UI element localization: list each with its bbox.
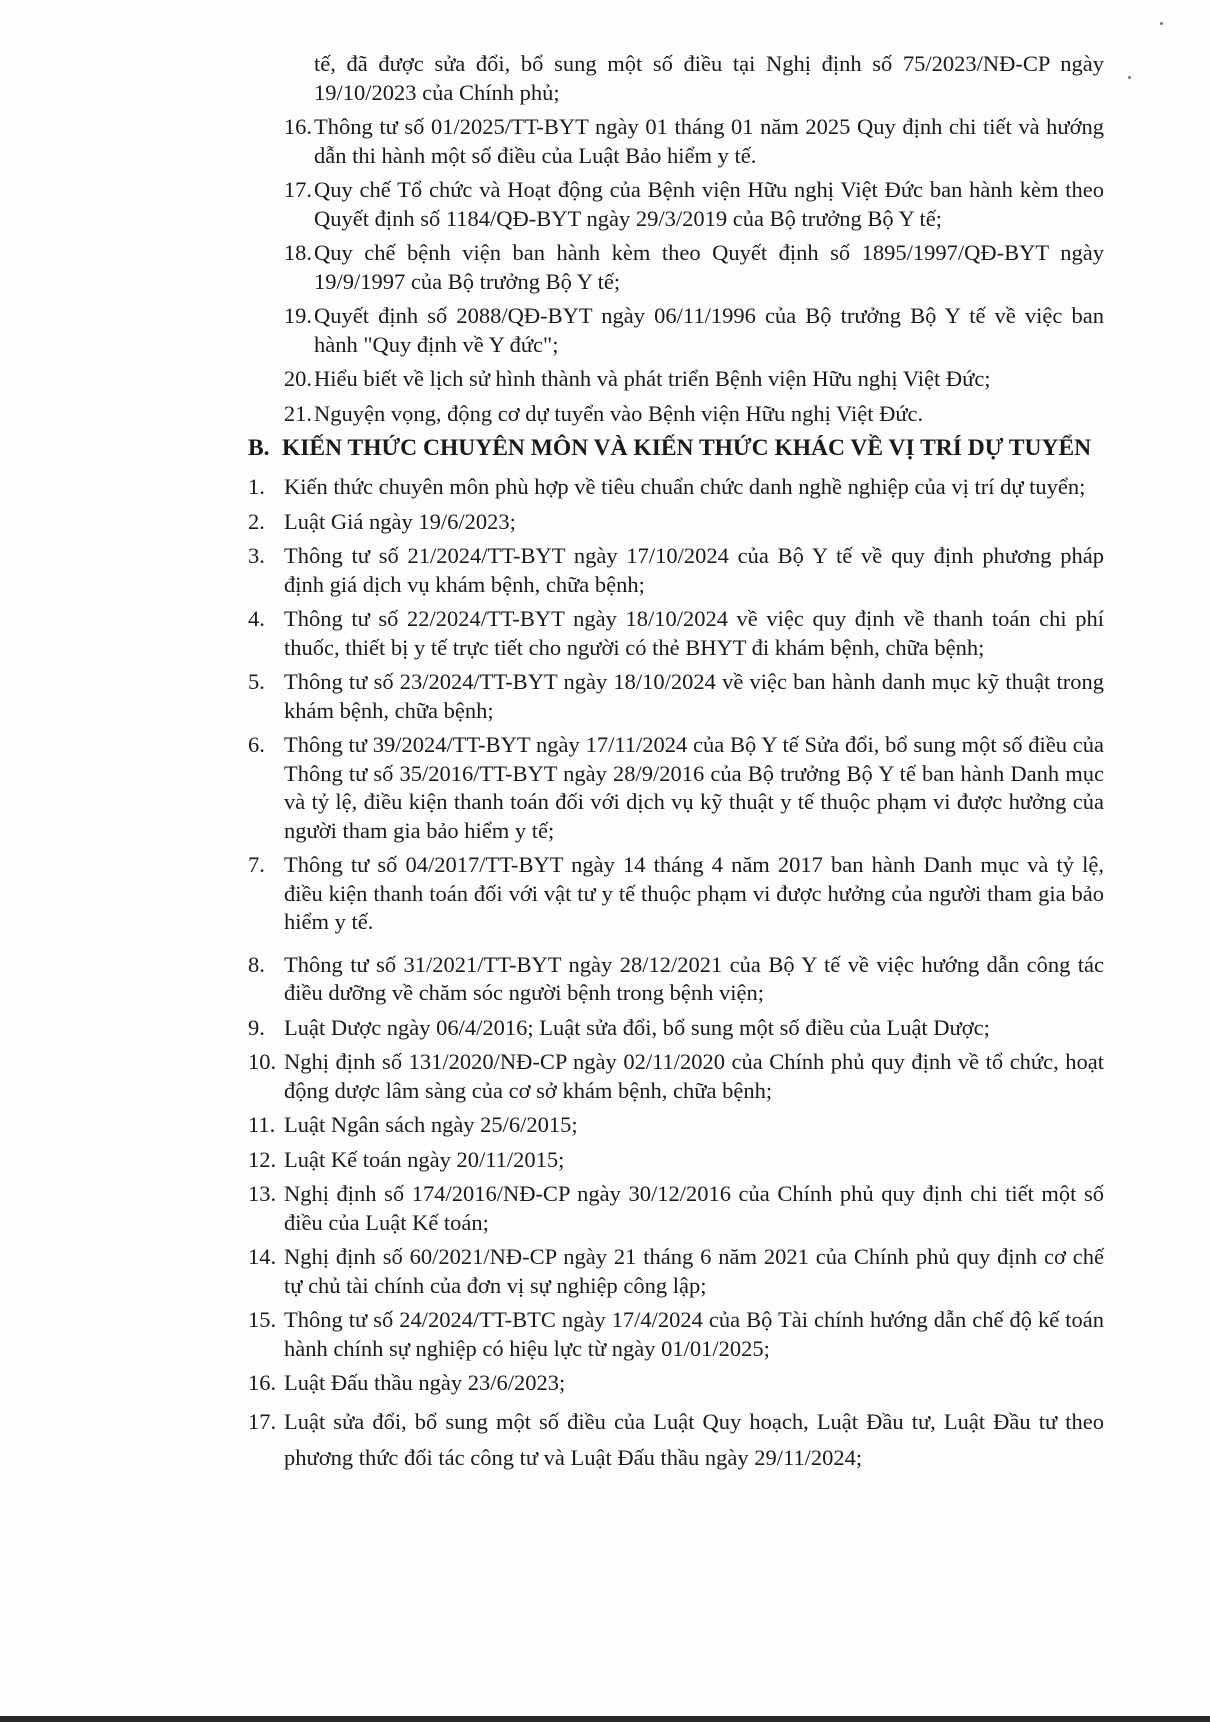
item-text: Luật Kế toán ngày 20/11/2015; — [284, 1146, 565, 1172]
list-item — [248, 113, 1104, 170]
item-number: 13. — [248, 1181, 277, 1206]
list-item — [248, 508, 1104, 537]
item-text: Quy chế Tổ chức và Hoạt động của Bệnh viện Hữu nghị Việt Đức ban hành kèm theo Quyết định số 1184/QĐ-BYT ngày 29/3/2019 của Bộ trưởng Bộ Y tế; — [314, 177, 1104, 231]
item-text: Quyết định số 2088/QĐ-BYT ngày 06/11/1996 của Bộ trưởng Bộ Y tế về việc ban hành "Quy định về Y đức"; — [314, 303, 1104, 357]
item-number: 8. — [248, 951, 265, 977]
item-text: Nghị định số 60/2021/NĐ-CP ngày 21 tháng 6 năm 2021 của Chính phủ quy định cơ chế tự chủ tài chính của đơn vị sự nghiệp công lập; — [284, 1244, 1104, 1298]
item-text: Thông tư số 04/2017/TT-BYT ngày 14 tháng 4 năm 2017 ban hành Danh mục và tỷ lệ, điều kiện thanh toán đối với vật tư y tế thuộc phạm vi được hưởng của người tham gia bảo hiểm y tế. — [284, 852, 1104, 934]
item-number: 14. — [248, 1244, 277, 1269]
list-item — [248, 605, 1104, 662]
section-a-list — [248, 50, 1104, 428]
list-item — [248, 1243, 1104, 1300]
item-text: Luật Đấu thầu ngày 23/6/2023; — [284, 1370, 566, 1395]
item-text: Luật Ngân sách ngày 25/6/2015; — [284, 1112, 578, 1137]
item-text: Thông tư số 22/2024/TT-BYT ngày 18/10/2024 về việc quy định về thanh toán chi phí thuốc, thiết bị y tế trực tiết cho người có thẻ BHYT đi khám bệnh, chữa bệnh; — [284, 606, 1104, 660]
list-item — [248, 239, 1104, 296]
section-b-heading — [248, 434, 1104, 463]
list-item — [248, 302, 1104, 359]
list-item — [248, 1146, 1104, 1175]
item-number: 17. — [283, 177, 312, 202]
item-text: Thông tư số 31/2021/TT-BYT ngày 28/12/2021 của Bộ Y tế về việc hướng dẫn công tác điều dưỡng về chăm sóc người bệnh trong bệnh viện; — [284, 951, 1104, 1005]
continuation-text: tế, đã được sửa đổi, bổ sung một số điều tại Nghị định số 75/2023/NĐ-CP ngày 19/10/2023 của Chính phủ; — [314, 51, 1104, 105]
item-text: Nghị định số 174/2016/NĐ-CP ngày 30/12/2016 của Chính phủ quy định chi tiết một số điều của Luật Kế toán; — [284, 1181, 1104, 1235]
item-text: Kiến thức chuyên môn phù hợp về tiêu chuẩn chức danh nghề nghiệp của vị trí dự tuyển; — [284, 474, 1086, 499]
list-item — [248, 1048, 1104, 1105]
item-number: 15. — [248, 1307, 277, 1332]
item-text: Quy chế bệnh viện ban hành kèm theo Quyết định số 1895/1997/QĐ-BYT ngày 19/9/1997 của Bộ trưởng Bộ Y tế; — [314, 240, 1104, 294]
item-number: 17. — [248, 1408, 277, 1434]
item-text: Thông tư số 21/2024/TT-BYT ngày 17/10/2024 của Bộ Y tế về quy định phương pháp định giá dịch vụ khám bệnh, chữa bệnh; — [284, 543, 1104, 597]
item-text: Hiểu biết về lịch sử hình thành và phát triển Bệnh viện Hữu nghị Việt Đức; — [314, 366, 991, 391]
item-number: 3. — [248, 543, 265, 568]
list-item — [248, 1369, 1104, 1398]
list-item — [248, 668, 1104, 725]
item-number: 21. — [283, 400, 312, 426]
list-item — [248, 400, 1104, 429]
item-text: Thông tư số 01/2025/TT-BYT ngày 01 tháng 01 năm 2025 Quy định chi tiết và hướng dẫn thi hành một số điều của Luật Bảo hiểm y tế. — [314, 114, 1104, 168]
item-text: Nghị định số 131/2020/NĐ-CP ngày 02/11/2020 của Chính phủ quy định về tổ chức, hoạt động dược lâm sàng của cơ sở khám bệnh, chữa bệnh; — [284, 1049, 1104, 1103]
list-item — [248, 473, 1104, 502]
list-item — [248, 1111, 1104, 1140]
item-number: 20. — [283, 366, 312, 391]
item-number: 4. — [248, 606, 265, 631]
item-text: Luật sửa đổi, bổ sung một số điều của Luật Quy hoạch, Luật Đầu tư, Luật Đầu tư theo phương thức đối tác công tư và Luật Đấu thầu ngày 29/11/2024; — [284, 1408, 1104, 1470]
item-text: Thông tư số 23/2024/TT-BYT ngày 18/10/2024 về việc ban hành danh mục kỹ thuật trong khám bệnh, chữa bệnh; — [284, 669, 1104, 723]
item-text: Luật Dược ngày 06/4/2016; Luật sửa đổi, bổ sung một số điều của Luật Dược; — [284, 1014, 990, 1040]
scan-speck — [1128, 76, 1131, 79]
list-item — [248, 542, 1104, 599]
section-title: KIẾN THỨC CHUYÊN MÔN VÀ KIẾN THỨC KHÁC VỀ VỊ TRÍ DỰ TUYỂN — [282, 435, 1092, 461]
item-text: Nguyện vọng, động cơ dự tuyển vào Bệnh viện Hữu nghị Việt Đức. — [314, 400, 924, 426]
section-letter: B. — [248, 435, 270, 461]
list-item — [248, 365, 1104, 394]
item-text: Luật Giá ngày 19/6/2023; — [284, 508, 516, 534]
section-b-list — [248, 473, 1104, 1476]
document-body — [248, 50, 1104, 1482]
item-number: 16. — [248, 1370, 277, 1395]
item-number: 7. — [248, 852, 265, 877]
list-item — [248, 851, 1104, 937]
item-text: Thông tư 39/2024/TT-BYT ngày 17/11/2024 của Bộ Y tế Sửa đổi, bổ sung một số điều của Thông tư số 35/2016/TT-BYT ngày 28/9/2016 của Bộ trưởng Bộ Y tế ban hành Danh mục và tỷ lệ, điều kiện thanh toán đối với dịch vụ kỹ thuật y tế thuộc phạm vi được hưởng của người tham gia bảo hiểm y tế; — [284, 732, 1104, 843]
list-item — [248, 176, 1104, 233]
scan-speck — [1160, 22, 1163, 25]
item-number: 10. — [248, 1049, 277, 1074]
item-number: 9. — [248, 1014, 265, 1040]
item-number: 2. — [248, 508, 265, 534]
list-item — [248, 951, 1104, 1008]
list-item — [248, 1306, 1104, 1363]
item-number: 1. — [248, 474, 265, 499]
item-number: 5. — [248, 669, 265, 694]
item-number: 18. — [283, 240, 312, 265]
item-text: Thông tư số 24/2024/TT-BTC ngày 17/4/2024 của Bộ Tài chính hướng dẫn chế độ kế toán hành chính sự nghiệp có hiệu lực từ ngày 01/01/2025; — [284, 1307, 1104, 1361]
list-item — [248, 731, 1104, 845]
list-item — [248, 1180, 1104, 1237]
list-item — [248, 1404, 1104, 1476]
item-number: 12. — [248, 1146, 277, 1172]
list-item — [248, 1014, 1104, 1043]
item-number: 16. — [283, 114, 312, 139]
scan-bottom-edge — [0, 1716, 1210, 1722]
item-number: 11. — [248, 1112, 276, 1137]
item-number: 19. — [283, 303, 312, 328]
item-number: 6. — [248, 732, 265, 757]
